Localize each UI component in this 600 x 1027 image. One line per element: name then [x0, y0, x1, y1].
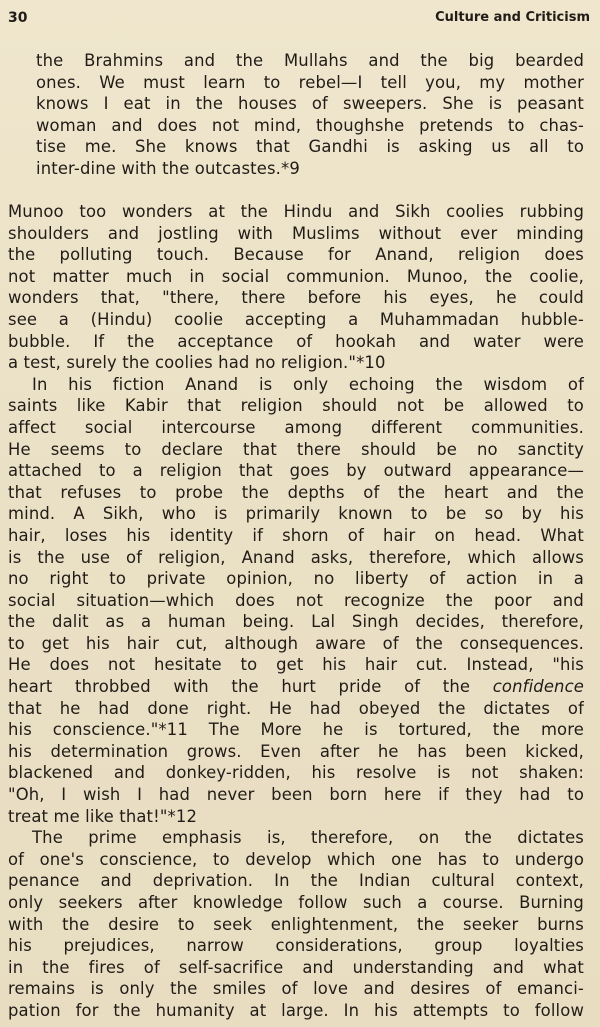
body-line: shoulders and jostling with Muslims without ever minding	[8, 223, 584, 243]
body-line: "Oh, I wish I had never been born here if they had to	[8, 785, 584, 805]
quote-line: ones. We must learn to rebel—I tell you, my mother	[36, 72, 584, 92]
body-line: penance and deprivation. In the Indian cultural context,	[8, 871, 584, 891]
body-line: the polluting touch. Because for Anand, religion does	[8, 245, 584, 265]
body-line: that he had done right. He had obeyed the dictates of	[8, 698, 584, 718]
body-line: The prime emphasis is, therefore, on the dictates	[32, 828, 584, 848]
body-line: treat me like that!"*12	[8, 806, 198, 826]
page-number: 30	[8, 10, 28, 26]
quote-line: woman and does not mind, thoughshe pretends to chas-	[36, 115, 584, 135]
body-line: blackened and donkey-ridden, his resolve is not shaken:	[8, 763, 584, 783]
body-line: is the use of religion, Anand asks, therefore, which allows	[8, 547, 584, 567]
body-line: saints like Kabir that religion should not be allowed to	[8, 396, 584, 416]
body-line: In his fiction Anand is only echoing the wisdom of	[32, 374, 584, 394]
body-line: not matter much in social communion. Munoo, the coolie,	[8, 266, 584, 286]
quote-line: inter-dine with the outcastes.*9	[36, 158, 300, 178]
body-line: in the fires of self-sacrifice and understanding and what	[8, 957, 584, 977]
body-line: that refuses to probe the depths of the heart and the	[8, 482, 584, 502]
body-line: the dalit as a human being. Lal Singh decides, therefore,	[8, 612, 584, 632]
body-line: wonders that, "there, there before his eyes, he could	[8, 288, 584, 308]
body-line: hair, loses his identity if shorn of hair on head. What	[8, 525, 584, 545]
quote-line: the Brahmins and the Mullahs and the big bearded	[36, 51, 584, 70]
body-line: only seekers after knowledge follow such a course. Burning	[8, 893, 584, 912]
body-line: He seems to declare that there should be no sanctity	[8, 439, 584, 459]
body-line: with the desire to seek enlightenment, the seeker burns	[8, 914, 584, 934]
body-line: no right to private opinion, no liberty of action in a	[8, 569, 584, 589]
body-line: his conscience."*11 The More he is tortured, the more	[8, 720, 584, 740]
block-quote	[36, 50, 584, 180]
body-line: a test, surely the coolies had no religion."*10	[8, 353, 386, 373]
body-line: remains is only the smiles of love and desires of emanci-	[8, 979, 584, 999]
body-line: to get his hair cut, although aware of the consequences.	[8, 633, 584, 653]
body-text	[8, 201, 584, 1022]
body-line: of one's conscience, to develop which one has to undergo	[8, 849, 584, 869]
body-line: Munoo too wonders at the Hindu and Sikh coolies rubbing	[8, 202, 584, 221]
emphasized-word: confidence	[492, 677, 584, 697]
quote-line: tise me. She knows that Gandhi is asking us all to	[36, 137, 584, 157]
body-line: affect social intercourse among different communities.	[8, 417, 584, 437]
body-line-with-emphasis: heart throbbed with the hurt pride of the confidence	[8, 677, 584, 697]
quote-line: knows I eat in the houses of sweepers. She is peasant	[36, 94, 584, 114]
body-line: social situation—which does not recognize the poor and	[8, 590, 584, 610]
body-line: his determination grows. Even after he has been kicked,	[8, 741, 584, 761]
page-header	[8, 10, 590, 32]
body-line: mind. A Sikh, who is primarily known to be so by his	[8, 504, 584, 524]
body-line: attached to a religion that goes by outward appearance—	[8, 461, 584, 481]
running-head: Culture and Criticism	[435, 10, 590, 25]
body-line: see a (Hindu) coolie accepting a Muhammadan hubble-	[8, 309, 584, 329]
body-line: his prejudices, narrow considerations, group loyalties	[8, 936, 584, 956]
body-line: He does not hesitate to get his hair cut. Instead, "his	[8, 655, 584, 675]
body-line: pation for the humanity at large. In his attempts to follow	[8, 1000, 584, 1020]
body-line: bubble. If the acceptance of hookah and water were	[8, 331, 584, 351]
